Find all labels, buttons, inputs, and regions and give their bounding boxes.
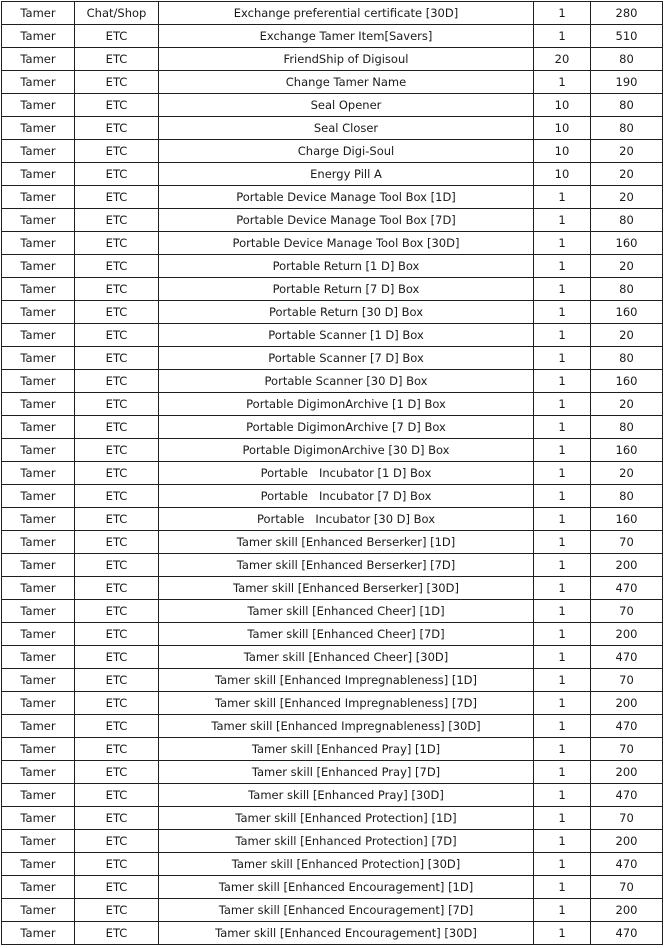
table-row <box>2 2 663 25</box>
item-name-cell: Tamer skill [Enhanced Impregnableness] [30D] <box>159 715 534 738</box>
price-cell: 80 <box>591 485 663 508</box>
table-row <box>2 577 663 600</box>
quantity-cell: 10 <box>534 163 591 186</box>
price-cell: 70 <box>591 600 663 623</box>
price-cell: 160 <box>591 508 663 531</box>
item-name-cell: Portable DigimonArchive [30 D] Box <box>159 439 534 462</box>
category-cell: Tamer <box>2 163 75 186</box>
type-cell: ETC <box>75 94 159 117</box>
item-name-cell: Change Tamer Name <box>159 71 534 94</box>
category-cell: Tamer <box>2 2 75 25</box>
category-cell: Tamer <box>2 462 75 485</box>
table-row <box>2 600 663 623</box>
item-name-cell: Portable Scanner [30 D] Box <box>159 370 534 393</box>
item-name-cell: Portable Incubator [1 D] Box <box>159 462 534 485</box>
price-cell: 80 <box>591 94 663 117</box>
item-name-cell: Tamer skill [Enhanced Cheer] [30D] <box>159 646 534 669</box>
item-name-cell: Tamer skill [Enhanced Impregnableness] [7D] <box>159 692 534 715</box>
type-cell: ETC <box>75 922 159 945</box>
price-cell: 160 <box>591 370 663 393</box>
price-cell: 160 <box>591 301 663 324</box>
category-cell: Tamer <box>2 922 75 945</box>
type-cell: ETC <box>75 577 159 600</box>
type-cell: ETC <box>75 25 159 48</box>
price-cell: 70 <box>591 738 663 761</box>
quantity-cell: 1 <box>534 922 591 945</box>
table-row <box>2 485 663 508</box>
table-row <box>2 508 663 531</box>
price-cell: 200 <box>591 554 663 577</box>
price-cell: 80 <box>591 416 663 439</box>
category-cell: Tamer <box>2 485 75 508</box>
table-row <box>2 278 663 301</box>
table-row <box>2 439 663 462</box>
price-cell: 80 <box>591 278 663 301</box>
quantity-cell: 1 <box>534 209 591 232</box>
price-cell: 200 <box>591 899 663 922</box>
quantity-cell: 1 <box>534 784 591 807</box>
item-name-cell: Portable Device Manage Tool Box [30D] <box>159 232 534 255</box>
type-cell: ETC <box>75 186 159 209</box>
type-cell: ETC <box>75 784 159 807</box>
type-cell: Chat/Shop <box>75 2 159 25</box>
item-name-cell: Tamer skill [Enhanced Pray] [1D] <box>159 738 534 761</box>
quantity-cell: 1 <box>534 853 591 876</box>
category-cell: Tamer <box>2 600 75 623</box>
table-row <box>2 899 663 922</box>
quantity-cell: 1 <box>534 692 591 715</box>
item-name-cell: Tamer skill [Enhanced Cheer] [1D] <box>159 600 534 623</box>
table-row <box>2 853 663 876</box>
table-row <box>2 922 663 945</box>
table-row <box>2 94 663 117</box>
item-name-cell: Tamer skill [Enhanced Berserker] [1D] <box>159 531 534 554</box>
price-cell: 510 <box>591 25 663 48</box>
price-cell: 280 <box>591 2 663 25</box>
type-cell: ETC <box>75 761 159 784</box>
item-name-cell: Tamer skill [Enhanced Berserker] [30D] <box>159 577 534 600</box>
type-cell: ETC <box>75 899 159 922</box>
item-name-cell: Portable Scanner [7 D] Box <box>159 347 534 370</box>
category-cell: Tamer <box>2 232 75 255</box>
type-cell: ETC <box>75 830 159 853</box>
table-row <box>2 531 663 554</box>
quantity-cell: 1 <box>534 462 591 485</box>
table-row <box>2 876 663 899</box>
category-cell: Tamer <box>2 25 75 48</box>
price-cell: 200 <box>591 761 663 784</box>
quantity-cell: 1 <box>534 186 591 209</box>
type-cell: ETC <box>75 807 159 830</box>
price-cell: 20 <box>591 163 663 186</box>
item-name-cell: Tamer skill [Enhanced Protection] [30D] <box>159 853 534 876</box>
category-cell: Tamer <box>2 370 75 393</box>
item-name-cell: Portable DigimonArchive [1 D] Box <box>159 393 534 416</box>
table-row <box>2 623 663 646</box>
category-cell: Tamer <box>2 140 75 163</box>
item-name-cell: Tamer skill [Enhanced Protection] [7D] <box>159 830 534 853</box>
table-row <box>2 25 663 48</box>
item-name-cell: Portable Return [30 D] Box <box>159 301 534 324</box>
quantity-cell: 1 <box>534 761 591 784</box>
category-cell: Tamer <box>2 876 75 899</box>
category-cell: Tamer <box>2 830 75 853</box>
price-cell: 80 <box>591 117 663 140</box>
quantity-cell: 1 <box>534 416 591 439</box>
price-cell: 470 <box>591 577 663 600</box>
price-cell: 80 <box>591 209 663 232</box>
item-name-cell: Portable DigimonArchive [7 D] Box <box>159 416 534 439</box>
type-cell: ETC <box>75 163 159 186</box>
table-row <box>2 692 663 715</box>
type-cell: ETC <box>75 278 159 301</box>
quantity-cell: 1 <box>534 830 591 853</box>
category-cell: Tamer <box>2 347 75 370</box>
type-cell: ETC <box>75 347 159 370</box>
category-cell: Tamer <box>2 117 75 140</box>
type-cell: ETC <box>75 324 159 347</box>
table-row <box>2 784 663 807</box>
table-row <box>2 462 663 485</box>
quantity-cell: 1 <box>534 508 591 531</box>
price-cell: 470 <box>591 646 663 669</box>
type-cell: ETC <box>75 301 159 324</box>
type-cell: ETC <box>75 531 159 554</box>
type-cell: ETC <box>75 669 159 692</box>
price-cell: 20 <box>591 393 663 416</box>
price-cell: 200 <box>591 692 663 715</box>
table-row <box>2 646 663 669</box>
table-row <box>2 715 663 738</box>
quantity-cell: 1 <box>534 876 591 899</box>
item-name-cell: Tamer skill [Enhanced Impregnableness] [1D] <box>159 669 534 692</box>
table-row <box>2 761 663 784</box>
type-cell: ETC <box>75 554 159 577</box>
table-row <box>2 301 663 324</box>
item-name-cell: Portable Incubator [7 D] Box <box>159 485 534 508</box>
item-name-cell: Tamer skill [Enhanced Encouragement] [1D] <box>159 876 534 899</box>
price-cell: 70 <box>591 531 663 554</box>
item-name-cell: Portable Device Manage Tool Box [7D] <box>159 209 534 232</box>
table-body <box>2 2 663 945</box>
item-name-cell: Tamer skill [Enhanced Protection] [1D] <box>159 807 534 830</box>
category-cell: Tamer <box>2 554 75 577</box>
item-name-cell: Portable Device Manage Tool Box [1D] <box>159 186 534 209</box>
price-cell: 20 <box>591 324 663 347</box>
table-row <box>2 830 663 853</box>
price-cell: 20 <box>591 186 663 209</box>
item-name-cell: Tamer skill [Enhanced Cheer] [7D] <box>159 623 534 646</box>
table-row <box>2 393 663 416</box>
category-cell: Tamer <box>2 853 75 876</box>
item-name-cell: Portable Return [1 D] Box <box>159 255 534 278</box>
item-name-cell: Tamer skill [Enhanced Encouragement] [7D] <box>159 899 534 922</box>
item-name-cell: Charge Digi-Soul <box>159 140 534 163</box>
quantity-cell: 1 <box>534 715 591 738</box>
quantity-cell: 1 <box>534 439 591 462</box>
item-name-cell: Portable Incubator [30 D] Box <box>159 508 534 531</box>
price-cell: 80 <box>591 347 663 370</box>
item-name-cell: Exchange Tamer Item[Savers] <box>159 25 534 48</box>
category-cell: Tamer <box>2 738 75 761</box>
quantity-cell: 1 <box>534 2 591 25</box>
table-row <box>2 324 663 347</box>
item-name-cell: Tamer skill [Enhanced Berserker] [7D] <box>159 554 534 577</box>
item-name-cell: Portable Return [7 D] Box <box>159 278 534 301</box>
type-cell: ETC <box>75 876 159 899</box>
category-cell: Tamer <box>2 531 75 554</box>
type-cell: ETC <box>75 462 159 485</box>
category-cell: Tamer <box>2 692 75 715</box>
quantity-cell: 1 <box>534 485 591 508</box>
category-cell: Tamer <box>2 439 75 462</box>
quantity-cell: 1 <box>534 531 591 554</box>
price-cell: 470 <box>591 922 663 945</box>
item-name-cell: Exchange preferential certificate [30D] <box>159 2 534 25</box>
quantity-cell: 10 <box>534 140 591 163</box>
type-cell: ETC <box>75 370 159 393</box>
item-price-table <box>1 1 663 945</box>
type-cell: ETC <box>75 692 159 715</box>
category-cell: Tamer <box>2 416 75 439</box>
category-cell: Tamer <box>2 715 75 738</box>
item-name-cell: Tamer skill [Enhanced Pray] [30D] <box>159 784 534 807</box>
category-cell: Tamer <box>2 71 75 94</box>
price-cell: 160 <box>591 439 663 462</box>
type-cell: ETC <box>75 738 159 761</box>
item-name-cell: Portable Scanner [1 D] Box <box>159 324 534 347</box>
type-cell: ETC <box>75 71 159 94</box>
category-cell: Tamer <box>2 646 75 669</box>
table-row <box>2 71 663 94</box>
price-cell: 20 <box>591 255 663 278</box>
category-cell: Tamer <box>2 577 75 600</box>
quantity-cell: 1 <box>534 577 591 600</box>
category-cell: Tamer <box>2 623 75 646</box>
item-name-cell: FriendShip of Digisoul <box>159 48 534 71</box>
table-row <box>2 347 663 370</box>
table-row <box>2 255 663 278</box>
type-cell: ETC <box>75 646 159 669</box>
item-name-cell: Energy Pill A <box>159 163 534 186</box>
table-row <box>2 807 663 830</box>
quantity-cell: 1 <box>534 738 591 761</box>
category-cell: Tamer <box>2 807 75 830</box>
type-cell: ETC <box>75 117 159 140</box>
category-cell: Tamer <box>2 899 75 922</box>
price-cell: 470 <box>591 715 663 738</box>
table-row <box>2 209 663 232</box>
table-row <box>2 669 663 692</box>
table-row <box>2 370 663 393</box>
type-cell: ETC <box>75 600 159 623</box>
table-row <box>2 163 663 186</box>
quantity-cell: 1 <box>534 899 591 922</box>
type-cell: ETC <box>75 623 159 646</box>
price-cell: 200 <box>591 830 663 853</box>
category-cell: Tamer <box>2 669 75 692</box>
price-cell: 470 <box>591 853 663 876</box>
quantity-cell: 1 <box>534 255 591 278</box>
quantity-cell: 1 <box>534 554 591 577</box>
category-cell: Tamer <box>2 186 75 209</box>
category-cell: Tamer <box>2 393 75 416</box>
category-cell: Tamer <box>2 94 75 117</box>
category-cell: Tamer <box>2 278 75 301</box>
price-cell: 190 <box>591 71 663 94</box>
table-row <box>2 738 663 761</box>
type-cell: ETC <box>75 232 159 255</box>
type-cell: ETC <box>75 209 159 232</box>
quantity-cell: 1 <box>534 324 591 347</box>
item-name-cell: Seal Closer <box>159 117 534 140</box>
category-cell: Tamer <box>2 324 75 347</box>
category-cell: Tamer <box>2 48 75 71</box>
item-name-cell: Seal Opener <box>159 94 534 117</box>
quantity-cell: 1 <box>534 71 591 94</box>
item-name-cell: Tamer skill [Enhanced Pray] [7D] <box>159 761 534 784</box>
quantity-cell: 10 <box>534 94 591 117</box>
table-row <box>2 48 663 71</box>
quantity-cell: 1 <box>534 25 591 48</box>
quantity-cell: 1 <box>534 600 591 623</box>
type-cell: ETC <box>75 508 159 531</box>
type-cell: ETC <box>75 715 159 738</box>
table-row <box>2 186 663 209</box>
quantity-cell: 1 <box>534 347 591 370</box>
quantity-cell: 1 <box>534 232 591 255</box>
price-cell: 70 <box>591 669 663 692</box>
quantity-cell: 1 <box>534 669 591 692</box>
table-row <box>2 140 663 163</box>
quantity-cell: 20 <box>534 48 591 71</box>
quantity-cell: 1 <box>534 370 591 393</box>
price-cell: 70 <box>591 807 663 830</box>
quantity-cell: 1 <box>534 623 591 646</box>
category-cell: Tamer <box>2 255 75 278</box>
type-cell: ETC <box>75 48 159 71</box>
type-cell: ETC <box>75 393 159 416</box>
table-row <box>2 554 663 577</box>
price-cell: 20 <box>591 140 663 163</box>
quantity-cell: 10 <box>534 117 591 140</box>
price-cell: 80 <box>591 48 663 71</box>
quantity-cell: 1 <box>534 278 591 301</box>
category-cell: Tamer <box>2 301 75 324</box>
price-cell: 70 <box>591 876 663 899</box>
quantity-cell: 1 <box>534 393 591 416</box>
type-cell: ETC <box>75 255 159 278</box>
type-cell: ETC <box>75 485 159 508</box>
category-cell: Tamer <box>2 784 75 807</box>
quantity-cell: 1 <box>534 646 591 669</box>
table-row <box>2 232 663 255</box>
type-cell: ETC <box>75 140 159 163</box>
type-cell: ETC <box>75 439 159 462</box>
table-row <box>2 117 663 140</box>
price-cell: 200 <box>591 623 663 646</box>
category-cell: Tamer <box>2 209 75 232</box>
category-cell: Tamer <box>2 508 75 531</box>
quantity-cell: 1 <box>534 301 591 324</box>
price-cell: 470 <box>591 784 663 807</box>
category-cell: Tamer <box>2 761 75 784</box>
type-cell: ETC <box>75 853 159 876</box>
price-cell: 160 <box>591 232 663 255</box>
table-row <box>2 416 663 439</box>
price-cell: 20 <box>591 462 663 485</box>
type-cell: ETC <box>75 416 159 439</box>
quantity-cell: 1 <box>534 807 591 830</box>
item-name-cell: Tamer skill [Enhanced Encouragement] [30D] <box>159 922 534 945</box>
